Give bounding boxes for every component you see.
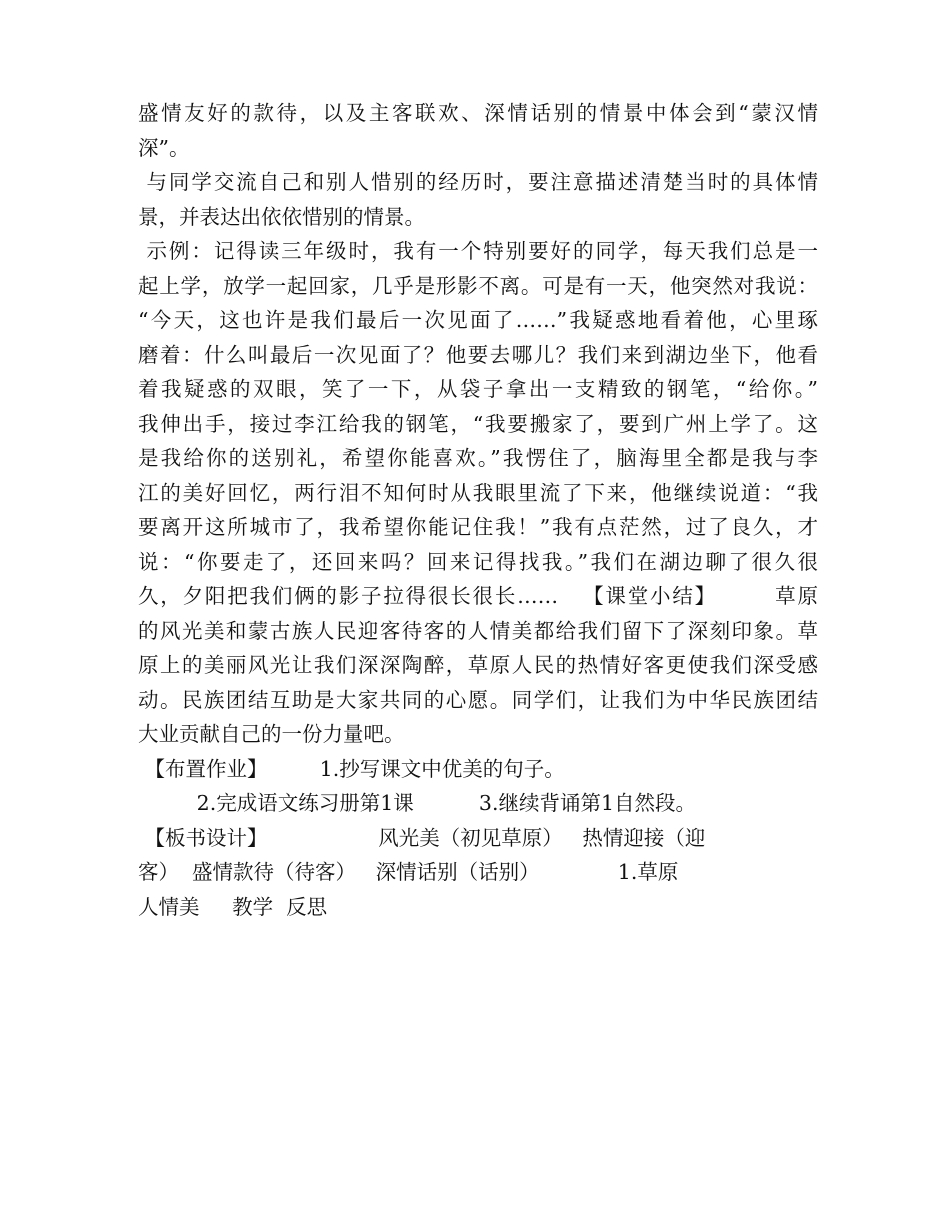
text-line: 原上的美丽风光让我们深深陶醉，草原人民的热情好客更使我们深受感 [138,653,818,677]
text-line: “今天，这也许是我们最后一次见面了……”我疑惑地看着他，心里琢 [138,308,818,332]
text-line: 动。民族团结互助是大家共同的心愿。同学们，让我们为中华民族团结 [138,687,818,712]
text-line: 是我给你的送别礼，希望你能喜欢。”我愣住了，脑海里全都是我与李 [138,446,818,470]
text-line: 【板书设计】 风光美（初见草原） 热情迎接（迎 [138,825,706,850]
text-line: 着我疑惑的双眼，笑了一下，从袋子拿出一支精致的钢笔，“给你。” [138,377,818,401]
text-line: 景，并表达出依依惜别的情景。 [138,204,425,229]
text-line: 江的美好回忆，两行泪不知何时从我眼里流了下来，他继续说道：“我 [138,480,818,505]
text-line: 【布置作业】 1.抄写课文中优美的句子。 [138,756,565,781]
text-line: 要离开这所城市了，我希望你能记住我！”我有点茫然，过了良久，才 [138,515,818,539]
text-line: 大业贡献自己的一份力量吧。 [138,722,405,746]
text-line: 说：“你要走了，还回来吗？回来记得找我。”我们在湖边聊了很久很 [138,549,818,574]
text-line: 久，夕阳把我们俩的影子拉得很长很长…… 【课堂小结】 草原 [138,584,818,608]
text-line: 深”。 [138,135,190,160]
text-line: 与同学交流自己和别人惜别的经历时，要注意描述清楚当时的具体情 [138,170,818,194]
text-line: 盛情友好的款待，以及主客联欢、深情话别的情景中体会到“蒙汉情 [138,101,818,125]
document-body [138,96,818,924]
text-line: 磨着：什么叫最后一次见面了？他要去哪儿？我们来到湖边坐下，他看 [138,342,818,367]
text-line: 示例：记得读三年级时，我有一个特别要好的同学，每天我们总是一 [138,239,818,263]
text-line: 人情美 教学 反思 [138,894,328,919]
text-line: 的风光美和蒙古族人民迎客待客的人情美都给我们留下了深刻印象。草 [138,618,818,643]
text-line: 起上学，放学一起回家，几乎是形影不离。可是有一天，他突然对我说： [138,273,818,298]
text-line: 我伸出手，接过李江给我的钢笔，“我要搬家了，要到广州上学了。这 [138,411,818,436]
text-line: 客） 盛情款待（待客） 深情话别（话别） 1.草原 [138,860,679,884]
text-line: 2.完成语文练习册第1课 3.继续背诵第1自然段。 [138,791,697,815]
